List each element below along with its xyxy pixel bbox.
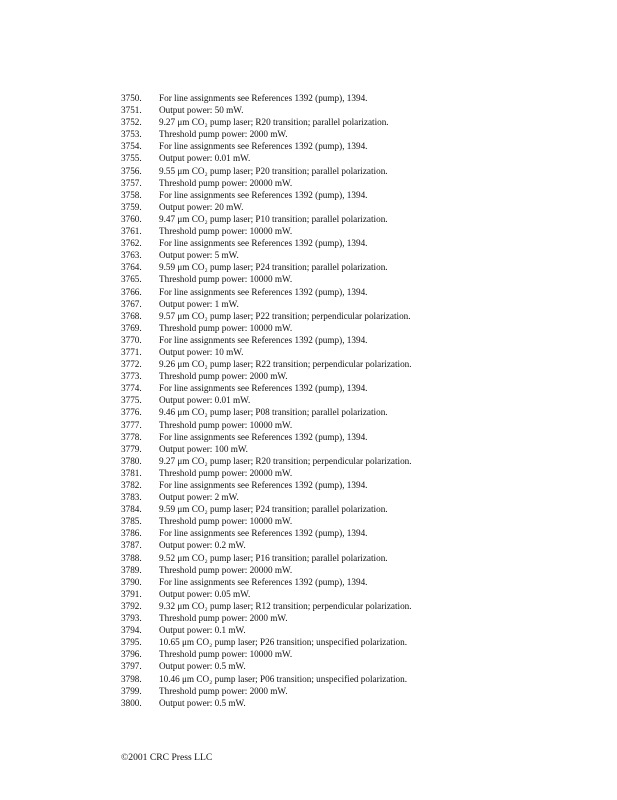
note-number: 3770. [121, 334, 142, 345]
note-row [121, 660, 601, 672]
note-text: Output power: 0.2 mW. [159, 540, 246, 551]
note-text: Output power: 0.5 mW. [159, 697, 246, 708]
note-number: 3761. [121, 226, 142, 237]
note-row [121, 564, 601, 576]
note-number: 3792. [121, 600, 142, 611]
note-text: For line assignments see References 1392 (pump), 1394. [159, 141, 368, 152]
note-row [121, 697, 601, 709]
note-number: 3786. [121, 528, 142, 539]
note-number: 3757. [121, 177, 142, 188]
note-row [121, 261, 601, 273]
note-row [121, 431, 601, 443]
note-number: 3762. [121, 238, 142, 249]
note-row [121, 406, 601, 418]
note-text: Threshold pump power: 20000 mW. [159, 467, 293, 478]
note-text: 9.57 μm CO₂ pump laser; P22 transition; perpendicular polarization. [159, 310, 411, 321]
note-row [121, 503, 601, 515]
note-number: 3780. [121, 455, 142, 466]
note-text: Output power: 5 mW. [159, 250, 239, 261]
note-number: 3793. [121, 613, 142, 624]
note-number: 3772. [121, 359, 142, 370]
note-text: Output power: 0.1 mW. [159, 625, 246, 636]
note-text: Output power: 0.01 mW. [159, 395, 251, 406]
note-row [121, 612, 601, 624]
note-number: 3798. [121, 673, 142, 684]
note-number: 3794. [121, 625, 142, 636]
note-number: 3766. [121, 286, 142, 297]
note-row [121, 491, 601, 503]
note-row [121, 358, 601, 370]
note-text: Output power: 100 mW. [159, 443, 248, 454]
note-text: For line assignments see References 1392 (pump), 1394. [159, 93, 368, 103]
note-number: 3763. [121, 250, 142, 261]
note-text: For line assignments see References 1392 (pump), 1394. [159, 286, 368, 297]
note-number: 3781. [121, 467, 142, 478]
note-row [121, 382, 601, 394]
note-number: 3790. [121, 576, 142, 587]
note-number: 3779. [121, 443, 142, 454]
note-row [121, 286, 601, 298]
note-number: 3768. [121, 310, 142, 321]
note-row [121, 624, 601, 636]
note-text: Output power: 50 mW. [159, 105, 244, 116]
note-row [121, 310, 601, 322]
note-number: 3758. [121, 189, 142, 200]
note-row [121, 552, 601, 564]
note-row [121, 165, 601, 177]
note-text: For line assignments see References 1392 (pump), 1394. [159, 334, 368, 345]
note-text: 9.55 μm CO₂ pump laser; P20 transition; parallel polarization. [159, 165, 388, 176]
note-text: For line assignments see References 1392 (pump), 1394. [159, 238, 368, 249]
note-row [121, 527, 601, 539]
note-number: 3776. [121, 407, 142, 418]
note-row [121, 298, 601, 310]
note-row [121, 201, 601, 213]
note-text: 9.46 μm CO₂ pump laser; P08 transition; parallel polarization. [159, 407, 388, 418]
note-row [121, 443, 601, 455]
note-row [121, 249, 601, 261]
note-row [121, 394, 601, 406]
note-number: 3767. [121, 298, 142, 309]
note-row [121, 322, 601, 334]
note-number: 3799. [121, 685, 142, 696]
note-row [121, 152, 601, 164]
note-text: Threshold pump power: 10000 mW. [159, 226, 293, 237]
note-text: 9.52 μm CO₂ pump laser; P16 transition; parallel polarization. [159, 552, 388, 563]
note-row [121, 237, 601, 249]
note-row [121, 273, 601, 285]
note-number: 3797. [121, 661, 142, 672]
note-text: Output power: 2 mW. [159, 492, 239, 503]
note-row [121, 515, 601, 527]
note-number: 3773. [121, 371, 142, 382]
note-text: Threshold pump power: 2000 mW. [159, 685, 288, 696]
note-text: 9.47 μm CO₂ pump laser; P10 transition; parallel polarization. [159, 213, 388, 224]
note-number: 3774. [121, 383, 142, 394]
note-row [121, 225, 601, 237]
note-row [121, 213, 601, 225]
note-text: Output power: 0.05 mW. [159, 588, 251, 599]
note-text: 9.59 μm CO₂ pump laser; P24 transition; parallel polarization. [159, 504, 388, 515]
note-text: Threshold pump power: 10000 mW. [159, 274, 293, 285]
note-text: For line assignments see References 1392 (pump), 1394. [159, 189, 368, 200]
note-text: For line assignments see References 1392 (pump), 1394. [159, 480, 368, 490]
note-text: Threshold pump power: 10000 mW. [159, 649, 293, 660]
note-number: 3769. [121, 322, 142, 333]
note-text: For line assignments see References 1392 (pump), 1394. [159, 528, 368, 539]
notes-list [121, 92, 601, 709]
note-row [121, 467, 601, 479]
note-text: 10.65 μm CO₂ pump laser; P26 transition; unspecified polarization. [159, 637, 407, 648]
note-number: 3778. [121, 431, 142, 442]
note-number: 3771. [121, 346, 142, 357]
note-number: 3782. [121, 480, 142, 490]
note-number: 3753. [121, 129, 142, 140]
note-row [121, 539, 601, 551]
note-number: 3765. [121, 274, 142, 285]
copyright-footer: ©2001 CRC Press LLC [121, 752, 213, 763]
note-text: 9.27 μm CO₂ pump laser; R20 transition; parallel polarization. [159, 117, 389, 128]
note-row [121, 140, 601, 152]
note-number: 3752. [121, 117, 142, 128]
note-number: 3796. [121, 649, 142, 660]
note-text: For line assignments see References 1392 (pump), 1394. [159, 576, 368, 587]
note-row [121, 346, 601, 358]
note-number: 3783. [121, 492, 142, 503]
note-number: 3800. [121, 697, 142, 708]
note-number: 3785. [121, 516, 142, 527]
note-number: 3789. [121, 564, 142, 575]
note-number: 3784. [121, 504, 142, 515]
note-number: 3750. [121, 93, 142, 103]
note-text: Threshold pump power: 10000 mW. [159, 516, 293, 527]
note-text: Threshold pump power: 2000 mW. [159, 371, 288, 382]
note-row [121, 479, 601, 491]
note-text: Threshold pump power: 20000 mW. [159, 564, 293, 575]
note-row [121, 92, 601, 104]
note-text: Output power: 0.5 mW. [159, 661, 246, 672]
note-text: Threshold pump power: 2000 mW. [159, 129, 288, 140]
note-row [121, 673, 601, 685]
note-row [121, 600, 601, 612]
note-row [121, 588, 601, 600]
note-row [121, 455, 601, 467]
note-row [121, 685, 601, 697]
note-number: 3775. [121, 395, 142, 406]
note-text: 9.26 μm CO₂ pump laser; R22 transition; perpendicular polarization. [159, 359, 412, 370]
note-row [121, 648, 601, 660]
note-number: 3795. [121, 637, 142, 648]
note-text: 10.46 μm CO₂ pump laser; P06 transition; unspecified polarization. [159, 673, 407, 684]
note-number: 3755. [121, 153, 142, 164]
note-number: 3764. [121, 262, 142, 273]
note-row [121, 370, 601, 382]
note-text: Output power: 20 mW. [159, 201, 244, 212]
note-text: 9.27 μm CO₂ pump laser; R20 transition; perpendicular polarization. [159, 455, 412, 466]
note-text: Threshold pump power: 10000 mW. [159, 419, 293, 430]
note-row [121, 116, 601, 128]
note-number: 3751. [121, 105, 142, 116]
note-text: Threshold pump power: 10000 mW. [159, 322, 293, 333]
note-row [121, 128, 601, 140]
note-row [121, 334, 601, 346]
note-row [121, 189, 601, 201]
note-number: 3754. [121, 141, 142, 152]
note-row [121, 576, 601, 588]
note-text: For line assignments see References 1392 (pump), 1394. [159, 431, 368, 442]
note-text: For line assignments see References 1392 (pump), 1394. [159, 383, 368, 394]
note-number: 3756. [121, 165, 142, 176]
note-text: 9.59 μm CO₂ pump laser; P24 transition; parallel polarization. [159, 262, 388, 273]
note-number: 3760. [121, 213, 142, 224]
note-number: 3759. [121, 201, 142, 212]
note-number: 3787. [121, 540, 142, 551]
note-number: 3791. [121, 588, 142, 599]
note-text: Output power: 0.01 mW. [159, 153, 251, 164]
note-text: 9.32 μm CO₂ pump laser; R12 transition; perpendicular polarization. [159, 600, 412, 611]
note-text: Output power: 10 mW. [159, 346, 244, 357]
note-number: 3788. [121, 552, 142, 563]
note-row [121, 419, 601, 431]
note-row [121, 104, 601, 116]
note-number: 3777. [121, 419, 142, 430]
note-text: Threshold pump power: 20000 mW. [159, 177, 293, 188]
note-text: Threshold pump power: 2000 mW. [159, 613, 288, 624]
note-row [121, 636, 601, 648]
note-row [121, 177, 601, 189]
note-text: Output power: 1 mW. [159, 298, 239, 309]
